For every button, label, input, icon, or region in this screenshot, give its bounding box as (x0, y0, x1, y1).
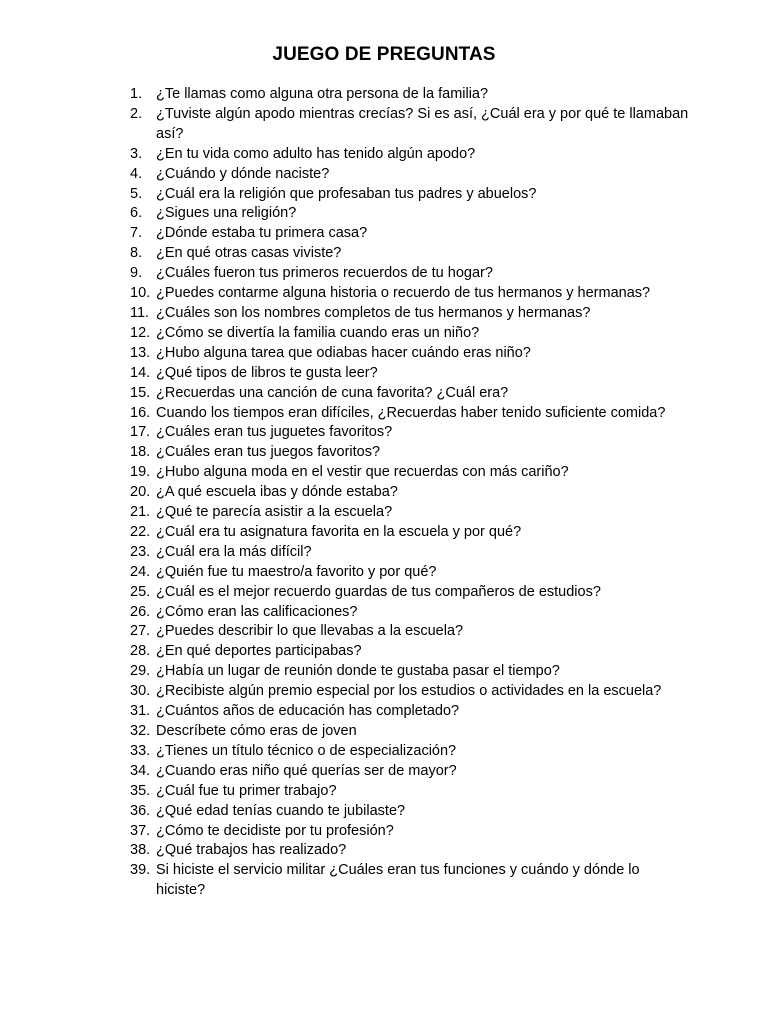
question-number: 24. (130, 563, 151, 580)
question-number: 15. (130, 384, 151, 401)
question-item (130, 523, 690, 543)
question-item (130, 204, 690, 224)
question-text: ¿Puedes describir lo que llevabas a la escuela? (156, 623, 464, 640)
question-number: 1. (130, 86, 143, 102)
question-item (130, 483, 690, 503)
question-text: ¿Cuál fue tu primer trabajo? (156, 782, 337, 799)
question-number: 6. (130, 205, 143, 222)
question-text: ¿En qué deportes participabas? (156, 643, 362, 660)
question-text: ¿Recibiste algún premio especial por los estudios o actividades en la escuela? (156, 683, 662, 700)
question-number: 13. (130, 344, 151, 361)
question-text: Si hiciste el servicio militar ¿Cuáles eran tus funciones y cuándo y dónde lo hiciste? (156, 862, 640, 899)
question-item (130, 861, 690, 901)
question-item (130, 782, 690, 802)
question-text: ¿Quién fue tu maestro/a favorito y por qué? (156, 563, 437, 580)
question-text: ¿Cuál era la más difícil? (156, 543, 312, 560)
question-item (130, 503, 690, 523)
question-number: 11. (130, 304, 150, 321)
question-item (130, 284, 690, 304)
question-item (130, 423, 690, 443)
question-text: ¿Cómo eran las calificaciones? (156, 603, 358, 620)
question-item (130, 841, 690, 861)
question-item (130, 722, 690, 742)
question-text: ¿Te llamas como alguna otra persona de la familia? (156, 86, 489, 102)
question-item (130, 443, 690, 463)
question-text: ¿Cuál era tu asignatura favorita en la escuela y por qué? (156, 523, 522, 540)
question-number: 27. (130, 623, 151, 640)
question-text: ¿Qué trabajos has realizado? (156, 842, 347, 859)
question-number: 35. (130, 782, 151, 799)
question-text: ¿Hubo alguna tarea que odiabas hacer cuándo eras niño? (156, 344, 531, 361)
question-item (130, 622, 690, 642)
question-item (130, 304, 690, 324)
question-item (130, 264, 690, 284)
question-text: ¿Había un lugar de reunión donde te gustaba pasar el tiempo? (156, 663, 560, 680)
question-text: ¿Recuerdas una canción de cuna favorita? ¿Cuál era? (156, 384, 509, 401)
question-number: 36. (130, 802, 151, 819)
question-text: ¿Sigues una religión? (156, 205, 297, 222)
question-text: ¿Cuáles eran tus juegos favoritos? (156, 444, 381, 461)
question-text: ¿Cuántos años de educación has completado? (156, 703, 460, 720)
question-item (130, 324, 690, 344)
question-number: 20. (130, 484, 151, 501)
question-item (130, 682, 690, 702)
question-number: 39. (130, 862, 151, 879)
question-list (130, 85, 690, 901)
question-item (130, 802, 690, 822)
question-number: 18. (130, 444, 151, 461)
question-item (130, 344, 690, 364)
question-number: 31. (130, 703, 151, 720)
question-text: ¿Cómo te decidiste por tu profesión? (156, 822, 394, 839)
question-text: ¿Qué edad tenías cuando te jubilaste? (156, 802, 406, 819)
question-item (130, 105, 690, 145)
question-text: ¿Cuál era la religión que profesaban tus padres y abuelos? (156, 185, 537, 202)
question-text: Descríbete cómo eras de joven (156, 723, 357, 739)
question-text: ¿Dónde estaba tu primera casa? (156, 225, 368, 242)
question-number: 34. (130, 762, 151, 779)
question-number: 14. (130, 364, 151, 381)
question-text: ¿Cómo se divertía la familia cuando eras un niño? (156, 324, 480, 341)
question-text: ¿Cuáles eran tus juguetes favoritos? (156, 424, 393, 441)
question-number: 2. (130, 105, 143, 122)
question-item (130, 85, 690, 105)
question-number: 7. (130, 225, 143, 242)
question-number: 10. (130, 285, 151, 302)
question-number: 33. (130, 742, 151, 759)
question-item (130, 642, 690, 662)
question-number: 25. (130, 583, 151, 600)
question-text: ¿Cuál es el mejor recuerdo guardas de tus compañeros de estudios? (156, 583, 601, 600)
question-item (130, 165, 690, 185)
question-number: 28. (130, 643, 151, 660)
question-number: 29. (130, 663, 151, 680)
question-item (130, 583, 690, 603)
question-number: 19. (130, 464, 151, 481)
question-item (130, 563, 690, 583)
question-text: ¿A qué escuela ibas y dónde estaba? (156, 484, 398, 501)
question-number: 38. (130, 842, 151, 859)
question-item (130, 244, 690, 264)
question-text: ¿Tienes un título técnico o de especialización? (156, 742, 457, 759)
question-number: 12. (130, 324, 151, 341)
question-item (130, 762, 690, 782)
question-item (130, 742, 690, 762)
question-text: ¿En tu vida como adulto has tenido algún apodo? (156, 145, 476, 162)
question-number: 8. (130, 245, 143, 262)
question-number: 4. (130, 165, 143, 182)
question-item (130, 543, 690, 563)
question-text: ¿Cuando eras niño qué querías ser de mayor? (156, 762, 457, 779)
question-text: ¿Qué te parecía asistir a la escuela? (156, 504, 393, 521)
question-text: ¿Cuándo y dónde naciste? (156, 165, 330, 182)
question-number: 26. (130, 603, 151, 620)
question-number: 23. (130, 543, 151, 560)
question-text: ¿Tuviste algún apodo mientras crecías? Si es así, ¿Cuál era y por qué te llamaban así? (156, 105, 689, 142)
question-item (130, 145, 690, 165)
question-item (130, 662, 690, 682)
question-number: 32. (130, 723, 151, 739)
question-item (130, 822, 690, 842)
question-number: 5. (130, 185, 143, 202)
question-text: Cuando los tiempos eran difíciles, ¿Recuerdas haber tenido suficiente comida? (156, 404, 666, 421)
question-text: ¿Qué tipos de libros te gusta leer? (156, 364, 378, 381)
question-text: ¿En qué otras casas viviste? (156, 245, 342, 262)
question-text: ¿Cuáles fueron tus primeros recuerdos de tu hogar? (156, 265, 493, 282)
question-text: ¿Hubo alguna moda en el vestir que recuerdas con más cariño? (156, 464, 569, 481)
document-title: JUEGO DE PREGUNTAS (272, 44, 496, 65)
question-number: 9. (130, 265, 143, 282)
question-text: ¿Cuáles son los nombres completos de tus hermanos y hermanas? (156, 304, 591, 321)
question-text: ¿Puedes contarme alguna historia o recuerdo de tus hermanos y hermanas? (156, 285, 651, 302)
question-item (130, 702, 690, 722)
question-item (130, 364, 690, 384)
question-number: 16. (130, 404, 151, 421)
question-number: 30. (130, 683, 151, 700)
question-item (130, 384, 690, 404)
question-item (130, 603, 690, 623)
question-number: 22. (130, 523, 151, 540)
question-number: 21. (130, 504, 151, 521)
question-number: 3. (130, 145, 143, 162)
question-number: 17. (130, 424, 151, 441)
question-item (130, 463, 690, 483)
question-item (130, 224, 690, 244)
question-item (130, 404, 690, 424)
question-item (130, 185, 690, 205)
question-number: 37. (130, 822, 151, 839)
